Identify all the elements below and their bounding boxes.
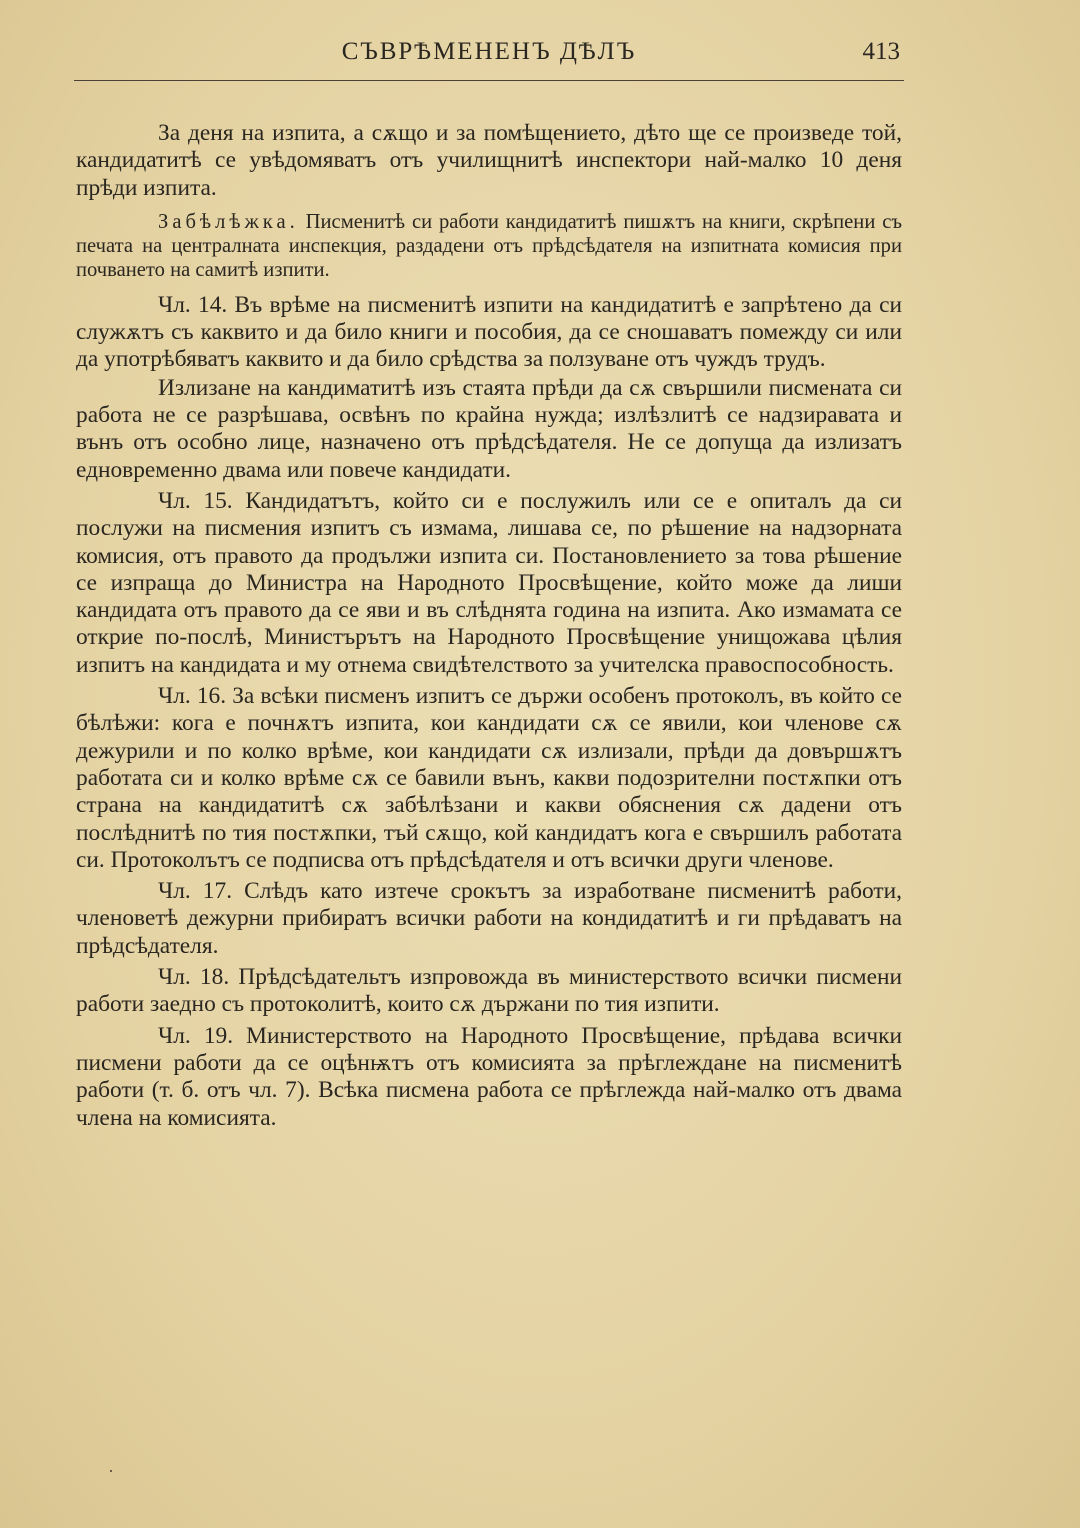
note-text: Писменитѣ си работи кандидатитѣ пишѫтъ на книги, скрѣпени съ печата на централната инспекция, раздадени отъ прѣдсѣдателя на изпитната комисия при почването на самитѣ изпити. <box>76 210 902 281</box>
page-number: 413 <box>862 38 900 65</box>
article-18: Чл. 18. Прѣдсѣдательтъ изпровожда въ министерството всички писмени работи заедно съ протоколитѣ, които сѫ държани по тия изпити. <box>76 964 902 1018</box>
running-title: СЪВРѢМЕНЕНЪ ДѢЛЪ <box>341 38 637 65</box>
body-text <box>76 120 902 1132</box>
paragraph-exam-date: За деня на изпита, а сѫщо и за помѣщението, дѣто ще се произведе той, кандидатитѣ се увѣдомяватъ отъ училищнитѣ инспектори най-малко 10 деня прѣди изпита. <box>76 120 902 201</box>
article-16: Чл. 16. За всѣки писменъ изпитъ се държи особенъ протоколъ, въ който се бѣлѣжи: кога е почнѫтъ изпита, кои кандидати сѫ се явили, кои членове сѫ дежурили и по колко врѣме, кои кандидати сѫ излизали, прѣди да довършѫтъ работата си и колко врѣме сѫ се бавили вънъ, какви подозрителни постѫпки отъ страна на кандидатитѣ сѫ забѣлѣзани и какви обяснения сѫ дадени отъ послѣднитѣ по тия постѫпки, тъй сѫщо, кой кандидатъ кога е свършилъ работата си. Протоколътъ се подписва отъ прѣдсѣдателя и отъ всички други членове. <box>76 683 902 873</box>
paper-speck <box>110 1470 112 1472</box>
header-rule <box>74 80 904 81</box>
article-14-continuation: Излизане на кандиматитѣ изъ стаята прѣди да сѫ свършили писмената си работа не се разрѣшава, освѣнъ по крайна нужда; излѣзлитѣ се надзиравата и вънъ отъ особно лице, назначено отъ прѣдсѣдателя. Не се допуща да излизатъ едновременно двама или повече кандидати. <box>76 374 902 483</box>
article-17: Чл. 17. Слѣдъ като изтече срокътъ за изработване писменитѣ работи, членоветѣ дежурни прибиратъ всички работи на кондидатитѣ и ги прѣдаватъ на прѣдсѣдателя. <box>76 878 902 959</box>
note-label: Забѣлѣжка. <box>158 210 299 233</box>
note-paragraph <box>76 210 902 282</box>
article-14: Чл. 14. Въ врѣме на писменитѣ изпити на кандидатитѣ е запрѣтено да си служѫтъ съ каквито и да било книги и пособия, да се сношаватъ помежду си или да употрѣбяватъ каквито и да било срѣдства за ползуване отъ чуждъ трудъ. <box>76 291 902 373</box>
article-15: Чл. 15. Кандидатътъ, който си е послужилъ или се е опиталъ да си послужи на писмения изпитъ съ измама, лишава се, по рѣшение на надзорната комисия, отъ правото да продължи изпита си. Постановлението за това рѣшение се изпраща до Министра на Народното Просвѣщение, който може да лиши кандидата отъ правото да се яви и въ слѣднята година на изпита. Ако измамата се открие по-послѣ, Министърътъ на Народното Просвѣщение унищожава цѣлия изпитъ на кандидата и му отнема свидѣтелството за учителска правоспособность. <box>76 487 902 678</box>
page-header <box>74 34 904 76</box>
article-19: Чл. 19. Министерството на Народното Просвѣщение, прѣдава всички писмени работи да се оцѣнѭтъ отъ комисията за прѣглеждане на писменитѣ работи (т. б. отъ чл. 7). Всѣка писмена работа се прѣглежда най-малко отъ двама члена на комисията. <box>76 1022 902 1131</box>
